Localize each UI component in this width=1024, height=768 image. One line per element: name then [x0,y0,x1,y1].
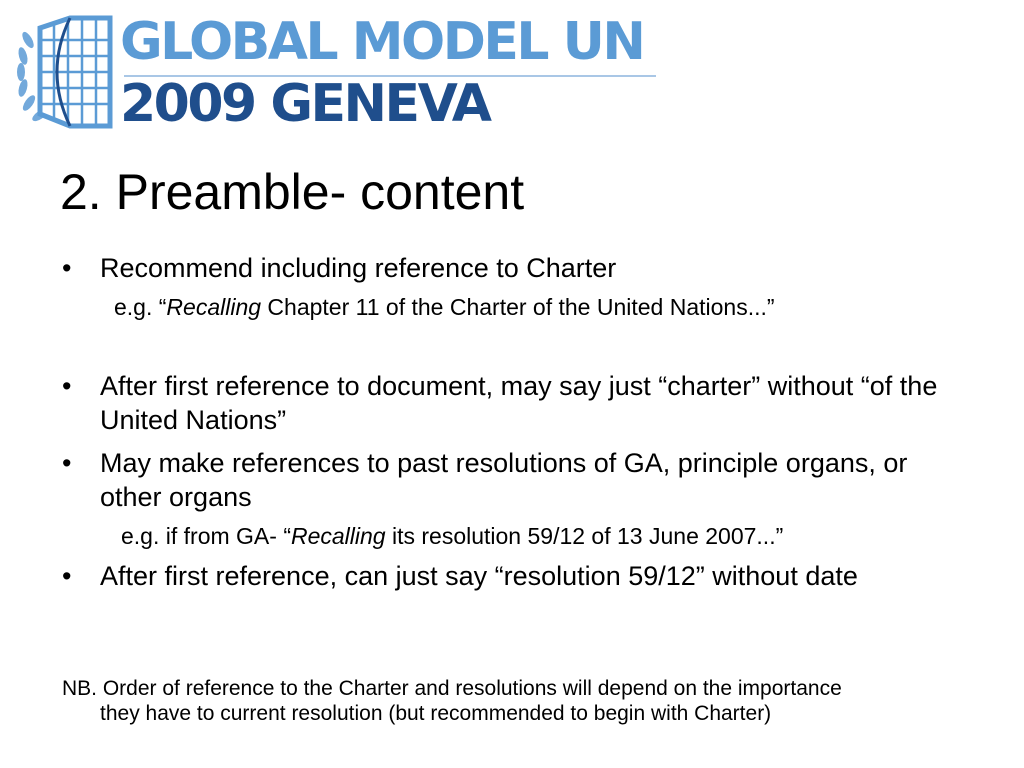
footnote [62,676,962,726]
example-prefix: e.g. if from GA- “ [121,523,291,549]
bullet-dot-icon: • [62,253,72,283]
logo-subtitle-line: 2009 GENEVA [120,74,490,134]
example-prefix: e.g. “ [114,294,167,320]
bullet-item [62,559,942,593]
bullet-item [62,251,942,285]
bullet-dot-icon: • [62,448,72,478]
example-line [121,521,783,551]
footnote-line: NB. Order of reference to the Charter and resolutions will depend on the importance [62,677,842,700]
example-suffix: Chapter 11 of the Charter of the United Nations...” [261,294,775,320]
global-model-un-logo [14,10,654,134]
bullet-text: Recommend including reference to Charter [100,253,617,283]
bullet-text: May make references to past resolutions of GA, principle organs, or other organs [100,448,908,512]
bullet-item [62,446,942,514]
bullet-item [62,369,942,437]
bullet-dot-icon: • [62,561,72,591]
example-suffix: its resolution 59/12 of 13 June 2007...” [385,523,784,549]
slide-title: 2. Preamble- content [60,164,525,220]
example-line [114,292,775,322]
example-italic: Recalling [290,523,386,549]
bullet-dot-icon: • [62,371,72,401]
un-emblem-grid-icon [14,10,124,130]
example-italic: Recalling [166,294,262,320]
footnote-line: they have to current resolution (but recommended to begin with Charter) [100,702,772,725]
bullet-text: After first reference to document, may say just “charter” without “of the United Nations” [100,371,938,435]
bullet-text: After first reference, can just say “resolution 59/12” without date [100,561,858,591]
logo-title-line: GLOBAL MODEL UN [120,12,644,72]
